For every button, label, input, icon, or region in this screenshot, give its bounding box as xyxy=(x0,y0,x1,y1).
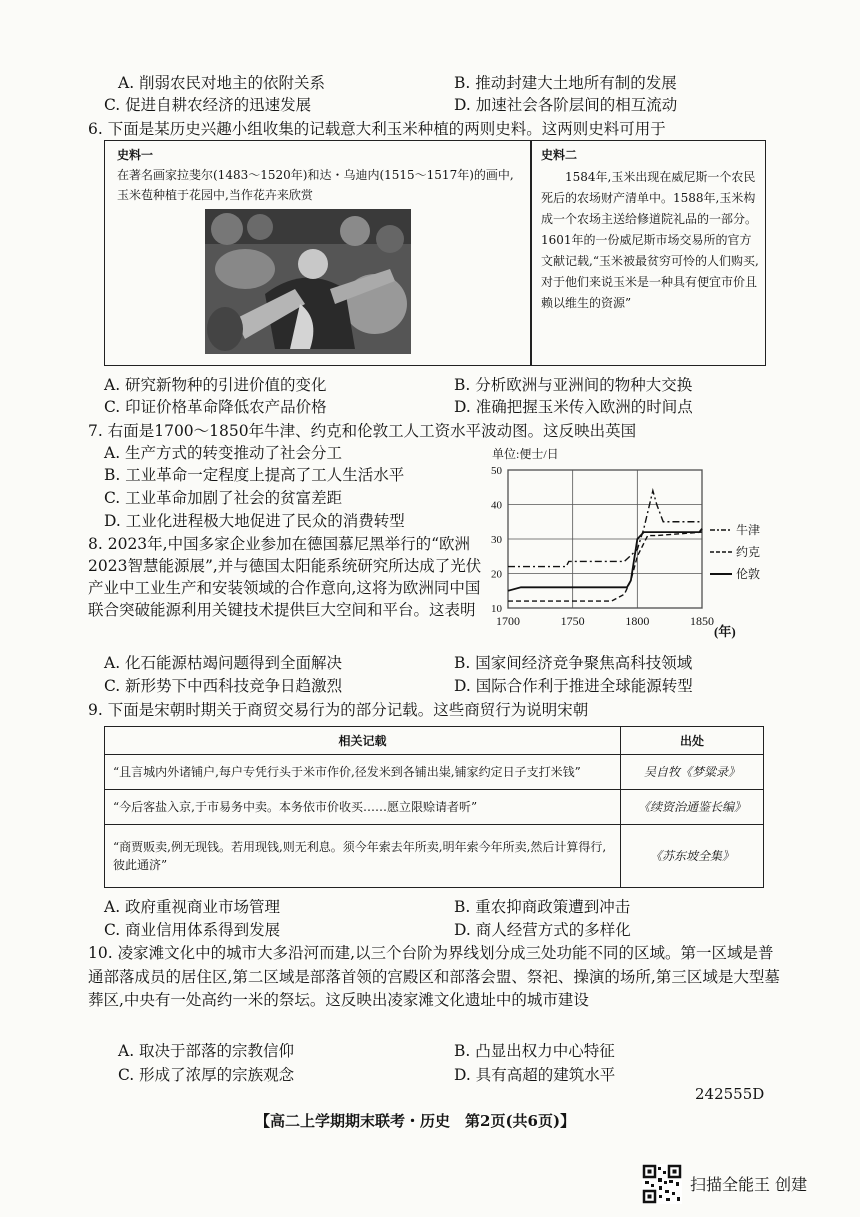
table-row xyxy=(105,790,764,825)
chart-y-tick-label: 20 xyxy=(491,568,502,581)
q5-option-d: D. 加速社会各阶层间的相互流动 xyxy=(454,96,678,114)
table-cell-record: “商贾贩卖,例无现钱。若用现钱,则无利息。须今年索去年所卖,明年索今年所卖,然后计算得行,彼此通济” xyxy=(105,825,621,888)
legend-label: 约克 xyxy=(736,545,761,559)
chart-y-tick-label: 30 xyxy=(491,534,502,546)
q6-option-a: A. 研究新物种的引进价值的变化 xyxy=(104,376,327,394)
wage-chart xyxy=(470,440,770,646)
q8-option-d: D. 国际合作利于推进全球能源转型 xyxy=(454,677,693,695)
chart-series-line xyxy=(508,491,702,567)
legend-label: 伦敦 xyxy=(736,567,761,581)
q9-option-a: A. 政府重视商业市场管理 xyxy=(104,898,281,916)
q10-option-d: D. 具有高超的建筑水平 xyxy=(454,1066,616,1084)
q5-option-a: A. 削弱农民对地主的依附关系 xyxy=(118,74,326,92)
table-header-row xyxy=(105,727,764,755)
scanner-watermark-label: 扫描全能王 创建 xyxy=(690,1175,808,1194)
material-1-text: 在著名画家拉斐尔(1483～1520年)和达・乌迪内(1515～1517年)的画中,玉米苞种植于花园中,当作花卉来欣赏 xyxy=(117,168,514,202)
chart-y-tick-label: 40 xyxy=(491,499,502,512)
chart-y-tick-label: 10 xyxy=(491,603,502,615)
q10-option-c: C. 形成了浓厚的宗族观念 xyxy=(118,1066,295,1084)
raphael-painting-image xyxy=(205,209,411,354)
q9-option-b: B. 重农抑商政策遭到冲击 xyxy=(454,898,631,916)
material-1-title: 史料一 xyxy=(117,148,154,162)
chart-xlabel: (年) xyxy=(714,624,736,639)
q6-stem: 6. 下面是某历史兴趣小组收集的记载意大利玉米种植的两则史料。这两则史料可用于 xyxy=(88,120,666,138)
table-header-records: 相关记载 xyxy=(105,727,621,755)
q9-option-c: C. 商业信用体系得到发展 xyxy=(104,921,281,939)
table-row xyxy=(105,825,764,888)
q6-option-d: D. 准确把握玉米传入欧洲的时间点 xyxy=(454,398,693,416)
q8-option-c: C. 新形势下中西科技竞争日趋激烈 xyxy=(104,677,343,695)
table-cell-source: 《苏东坡全集》 xyxy=(621,825,764,888)
table-cell-record: “今后客盐入京,于市易务中卖。本务依市价收买……愿立限赊请者听” xyxy=(105,790,621,825)
material-2-title: 史料二 xyxy=(541,148,578,162)
q10-option-b: B. 凸显出权力中心特征 xyxy=(454,1042,615,1060)
material-2-text: 1584年,玉米出现在威尼斯一个农民死后的农场财产清单中。1588年,玉米构成一个农场主送给修道院礼品的一部分。1601年的一份威尼斯市场交易所的官方文献记载,“玉米被最贫穷可怜的人们购买,对于他们来说玉米是一种具有便宜市价且赖以维生的资源” xyxy=(541,170,759,310)
chart-x-tick-label: 1850 xyxy=(690,614,714,628)
q7-option-c: C. 工业革命加剧了社会的贫富差距 xyxy=(104,489,343,507)
chart-series-line xyxy=(508,532,702,601)
q7-stem: 7. 右面是1700～1850年牛津、约克和伦敦工人工资水平波动图。这反映出英国 xyxy=(88,422,637,440)
q6-option-c: C. 印证价格革命降低农产品价格 xyxy=(104,398,327,416)
q6-option-b: B. 分析欧洲与亚洲间的物种大交换 xyxy=(454,376,693,394)
table-cell-source: 《续资治通鉴长编》 xyxy=(621,790,764,825)
q9-option-d: D. 商人经营方式的多样化 xyxy=(454,921,631,939)
qr-code-icon xyxy=(642,1164,682,1204)
q9-stem: 9. 下面是宋朝时期关于商贸交易行为的部分记载。这些商贸行为说明宋朝 xyxy=(88,701,589,719)
chart-x-tick-label: 1800 xyxy=(625,614,650,628)
chart-x-tick-label: 1700 xyxy=(496,614,520,628)
q8-stem: 8. 2023年,中国多家企业参加在德国慕尼黑举行的“欧洲2023智慧能源展”,并与德国太阳能系统研究所达成了光伏产业中工业生产和安装领域的合作意向,这将为欧洲同中国联合突破能源利用关键技术提供巨大空间和平台。这表明 xyxy=(88,535,482,619)
q10-option-a: A. 取决于部落的宗教信仰 xyxy=(118,1042,295,1060)
q7-option-b: B. 工业革命一定程度上提高了工人生活水平 xyxy=(104,466,405,484)
q8-option-a: A. 化石能源枯竭问题得到全面解决 xyxy=(104,654,343,672)
q10-stem: 10. 凌家滩文化中的城市大多沿河而建,以三个台阶为界线划分成三处功能不同的区域。第一区域是普通部落成员的居住区,第二区域是部落首领的宫殿区和部落会盟、祭祀、操演的场所,第三区域是大型墓葬区,中央有一处高约一米的祭坛。这反映出凌家滩文化遗址中的城市建设 xyxy=(88,944,780,1009)
chart-y-tick-label: 50 xyxy=(491,465,502,477)
table-row xyxy=(105,755,764,790)
q6-material-box xyxy=(104,140,766,366)
legend-label: 牛津 xyxy=(736,523,761,537)
table-header-source: 出处 xyxy=(621,727,764,755)
q5-option-c: C. 促进自耕农经济的迅速发展 xyxy=(104,96,312,114)
chart-ylabel: 单位:便士/日 xyxy=(492,447,559,461)
page-footer: 【高二上学期期末联考・历史 第2页(共6页)】 xyxy=(255,1112,576,1130)
table-cell-record: “且言城内外诸铺户,每户专凭行头于米市作价,径发米到各铺出粜,铺家约定日子支打米钱” xyxy=(105,755,621,790)
paper-code: 242555D xyxy=(695,1085,765,1103)
chart-series-line xyxy=(508,529,702,591)
material-divider xyxy=(530,141,532,365)
chart-x-tick-label: 1750 xyxy=(560,614,585,628)
q8-option-b: B. 国家间经济竞争聚焦高科技领域 xyxy=(454,654,693,672)
q7-option-d: D. 工业化进程极大地促进了民众的消费转型 xyxy=(104,512,405,530)
q9-record-table xyxy=(104,726,764,888)
q5-option-b: B. 推动封建大土地所有制的发展 xyxy=(454,74,677,92)
table-cell-source: 吴自牧《梦粱录》 xyxy=(621,755,764,790)
q7-option-a: A. 生产方式的转变推动了社会分工 xyxy=(104,444,343,462)
